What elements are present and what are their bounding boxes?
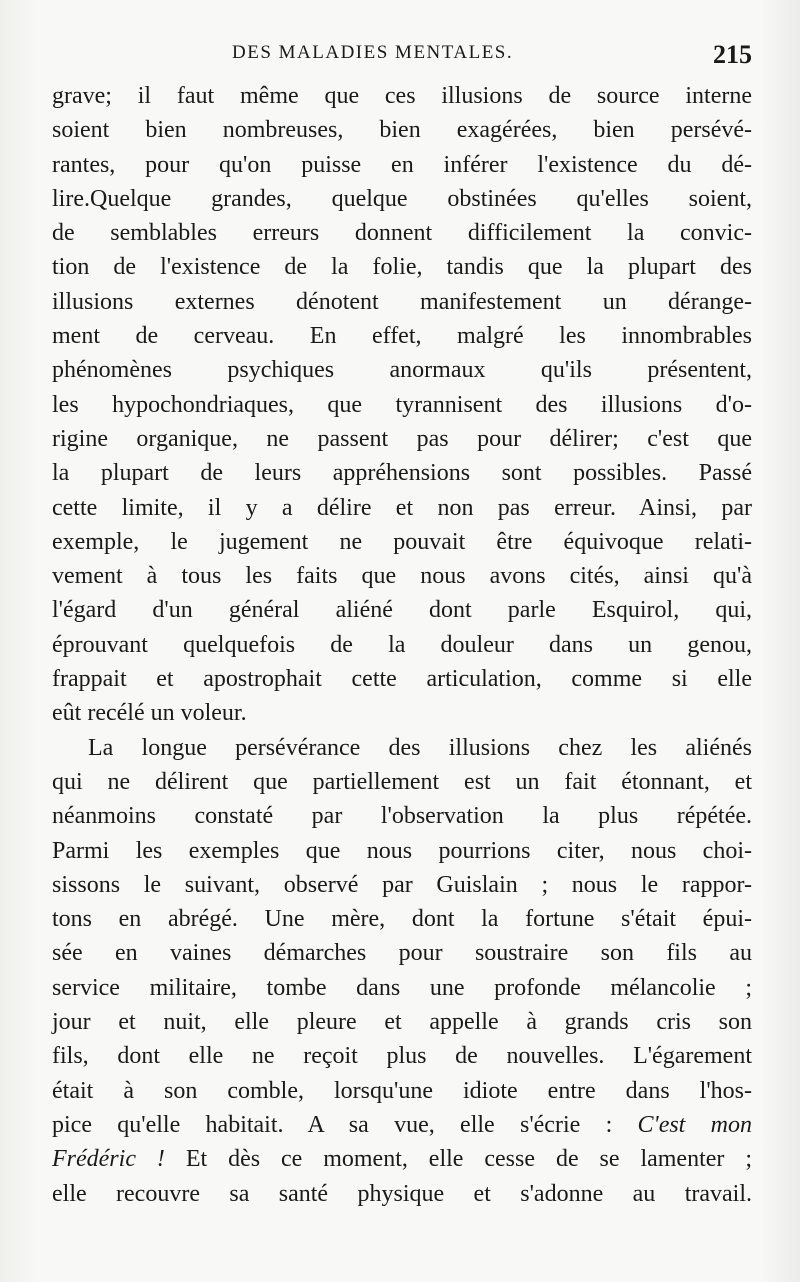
text-segment: Et dès ce moment, elle cesse de se lamenter ; (164, 1146, 752, 1173)
text-line: cette limite, il y a délire et non pas erreur. Ainsi, par (52, 494, 752, 521)
text-line: Parmi les exemples que nous pourrions citer, nous choi- (52, 837, 752, 864)
text-line: sée en vaines démarches pour soustraire son fils au (52, 940, 752, 967)
text-line: vement à tous les faits que nous avons cités, ainsi qu'à (52, 563, 752, 590)
text-line: eût recélé un voleur. (52, 700, 247, 727)
text-line: la plupart de leurs appréhensions sont possibles. Passé (52, 460, 752, 487)
text-line: éprouvant quelquefois de la douleur dans un genou, (52, 631, 752, 658)
text-line: jour et nuit, elle pleure et appelle à grands cris son (52, 1009, 752, 1036)
page-number: 215 (713, 40, 752, 69)
text-line: exemple, le jugement ne pouvait être équivoque relati- (52, 528, 752, 555)
text-line: tion de l'existence de la folie, tandis que la plupart des (52, 254, 752, 281)
text-line: service militaire, tombe dans une profonde mélancolie ; (52, 974, 752, 1001)
text-line: lire.Quelque grandes, quelque obstinées qu'elles soient, (52, 185, 752, 212)
text-line: sissons le suivant, observé par Guislain ; nous le rappor- (52, 871, 752, 898)
text-line: qui ne délirent que partiellement est un fait étonnant, et (52, 768, 752, 795)
text-line: était à son comble, lorsqu'une idiote entre dans l'hos- (52, 1077, 752, 1104)
text-line: tons en abrégé. Une mère, dont la fortune s'était épui- (52, 906, 752, 933)
text-line: ment de cerveau. En effet, malgré les innombrables (52, 323, 752, 350)
text-line (52, 1108, 752, 1142)
text-line: La longue persévérance des illusions chez les aliénés (88, 734, 752, 761)
italic-quote: C'est mon (637, 1111, 752, 1138)
text-line: frappait et apostrophait cette articulation, comme si elle (52, 666, 752, 693)
text-line: illusions externes dénotent manifestement un dérange- (52, 288, 752, 315)
text-line: phénomènes psychiques anormaux qu'ils présentent, (52, 357, 752, 384)
text-line: grave; il faut même que ces illusions de source interne (52, 83, 752, 109)
text-line: néanmoins constaté par l'observation la plus répétée. (52, 803, 752, 830)
running-head (52, 40, 752, 70)
text-line: rigine organique, ne passent pas pour délirer; c'est que (52, 425, 752, 452)
text-line: soient bien nombreuses, bien exagérées, bien persévé- (52, 117, 752, 144)
text-line: les hypochondriaques, que tyrannisent des illusions d'o- (52, 391, 752, 418)
text-line (52, 1142, 752, 1176)
text-line: elle recouvre sa santé physique et s'adonne au travail. (52, 1180, 752, 1207)
body-text (52, 79, 752, 1211)
text-line: de semblables erreurs donnent difficilement la convic- (52, 220, 752, 247)
text-segment: pice qu'elle habitait. A sa vue, elle s'écrie : (52, 1111, 638, 1138)
running-title: DES MALADIES MENTALES. (232, 42, 514, 63)
text-line: l'égard d'un général aliéné dont parle Esquirol, qui, (52, 597, 752, 624)
italic-quote: Frédéric ! (52, 1146, 165, 1173)
text-line: rantes, pour qu'on puisse en inférer l'existence du dé- (52, 151, 752, 178)
text-line: fils, dont elle ne reçoit plus de nouvelles. L'égarement (52, 1043, 752, 1070)
